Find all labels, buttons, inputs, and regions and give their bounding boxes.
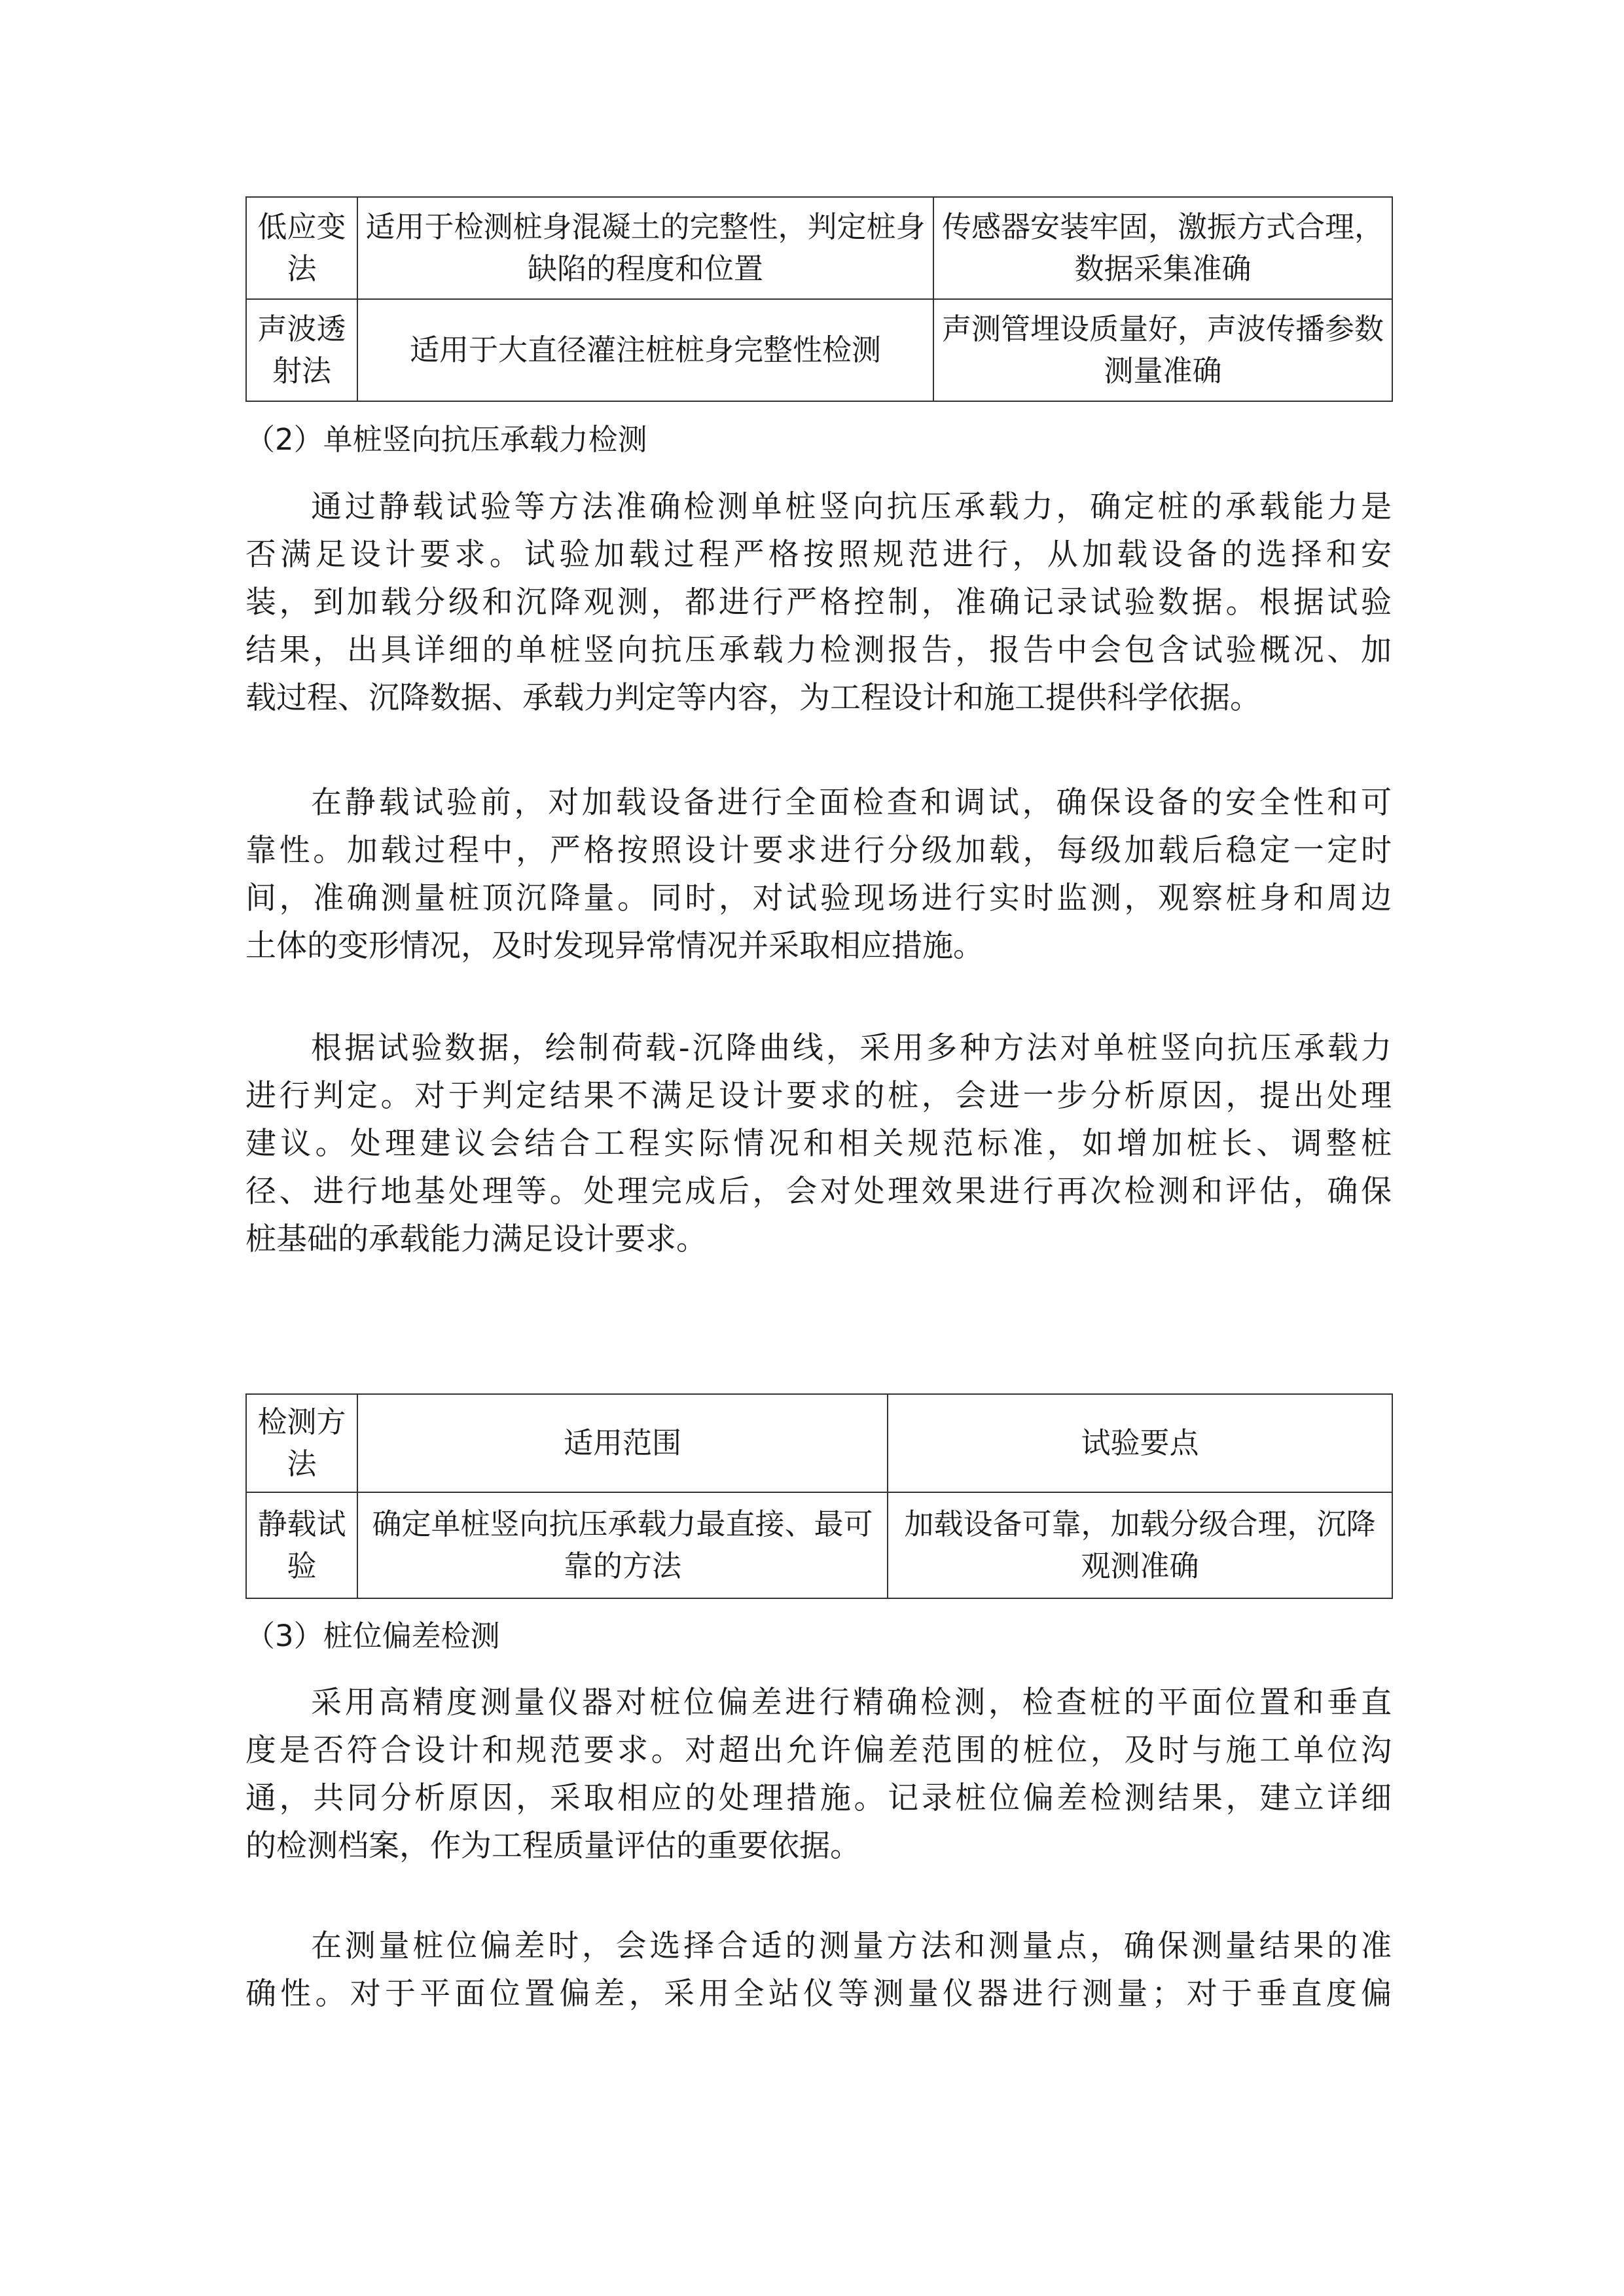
text-line: 在测量桩位偏差时，会选择合适的测量方法和测量点，确保测量结果的准 <box>311 1928 1392 1964</box>
table-header-scope: 适用范围 <box>357 1394 888 1492</box>
text-line: 建议。处理建议会结合工程实际情况和相关规范标准，如增加桩长、调整桩 <box>245 1126 1392 1162</box>
text-line: 桩基础的承载能力满足设计要求。 <box>245 1221 707 1257</box>
static-load-test-table <box>245 1393 1393 1599</box>
text-line: 采用高精度测量仪器对桩位偏差进行精确检测，检查桩的平面位置和垂直 <box>311 1685 1392 1721</box>
paragraph <box>245 779 1392 970</box>
table-row <box>246 299 1392 401</box>
table-row <box>246 1492 1392 1598</box>
text-line: 结果，出具详细的单桩竖向抗压承载力检测报告，报告中会包含试验概况、加 <box>245 632 1392 668</box>
paragraph <box>245 1679 1392 1870</box>
table-header-row <box>246 1394 1392 1492</box>
table-cell-scope: 确定单桩竖向抗压承载力最直接、最可靠的方法 <box>357 1492 888 1598</box>
paragraph <box>245 1922 1392 2018</box>
table-header-points: 试验要点 <box>888 1394 1392 1492</box>
table-cell-method: 静载试验 <box>246 1492 357 1598</box>
text-line: 的检测档案，作为工程质量评估的重要依据。 <box>245 1828 861 1864</box>
table-cell-points: 传感器安装牢固，激振方式合理，数据采集准确 <box>933 197 1392 299</box>
section-heading: （2）单桩竖向抗压承载力检测 <box>245 422 647 457</box>
text-line: 通过静载试验等方法准确检测单桩竖向抗压承载力，确定桩的承载能力是 <box>311 489 1392 525</box>
text-line: 间，准确测量桩顶沉降量。同时，对试验现场进行实时监测，观察桩身和周边 <box>245 880 1392 916</box>
text-line: 土体的变形情况，及时发现异常情况并采取相应措施。 <box>245 928 984 964</box>
integrity-method-table <box>245 196 1393 402</box>
paragraph <box>245 483 1392 722</box>
text-line: 否满足设计要求。试验加载过程严格按照规范进行，从加载设备的选择和安 <box>245 537 1392 573</box>
table-cell-scope: 适用于检测桩身混凝土的完整性，判定桩身缺陷的程度和位置 <box>357 197 933 299</box>
text-line: 在静载试验前，对加载设备进行全面检查和调试，确保设备的安全性和可 <box>311 785 1392 821</box>
text-line: 通，共同分析原因，采取相应的处理措施。记录桩位偏差检测结果，建立详细 <box>245 1780 1392 1816</box>
text-line: 靠性。加载过程中，严格按照设计要求进行分级加载，每级加载后稳定一定时 <box>245 833 1392 869</box>
text-line: 确性。对于平面位置偏差，采用全站仪等测量仪器进行测量；对于垂直度偏 <box>245 1976 1392 2012</box>
text-line: 度是否符合设计和规范要求。对超出允许偏差范围的桩位，及时与施工单位沟 <box>245 1732 1392 1768</box>
table-cell-scope: 适用于大直径灌注桩桩身完整性检测 <box>357 299 933 401</box>
table-cell-points: 加载设备可靠，加载分级合理，沉降观测准确 <box>888 1492 1392 1598</box>
table-cell-points: 声测管埋设质量好，声波传播参数测量准确 <box>933 299 1392 401</box>
table-cell-method: 低应变法 <box>246 197 357 299</box>
text-line: 载过程、沉降数据、承载力判定等内容，为工程设计和施工提供科学依据。 <box>245 680 1261 716</box>
text-line: 根据试验数据，绘制荷载-沉降曲线，采用多种方法对单桩竖向抗压承载力 <box>311 1030 1392 1066</box>
text-line: 进行判定。对于判定结果不满足设计要求的桩，会进一步分析原因，提出处理 <box>245 1078 1392 1114</box>
table-header-method: 检测方法 <box>246 1394 357 1492</box>
table-cell-method: 声波透射法 <box>246 299 357 401</box>
text-line: 装，到加载分级和沉降观测，都进行严格控制，准确记录试验数据。根据试验 <box>245 584 1392 620</box>
section-heading: （3）桩位偏差检测 <box>245 1619 500 1653</box>
text-line: 径、进行地基处理等。处理完成后，会对处理效果进行再次检测和评估，确保 <box>245 1174 1392 1210</box>
paragraph <box>245 1024 1392 1263</box>
table-row <box>246 197 1392 299</box>
